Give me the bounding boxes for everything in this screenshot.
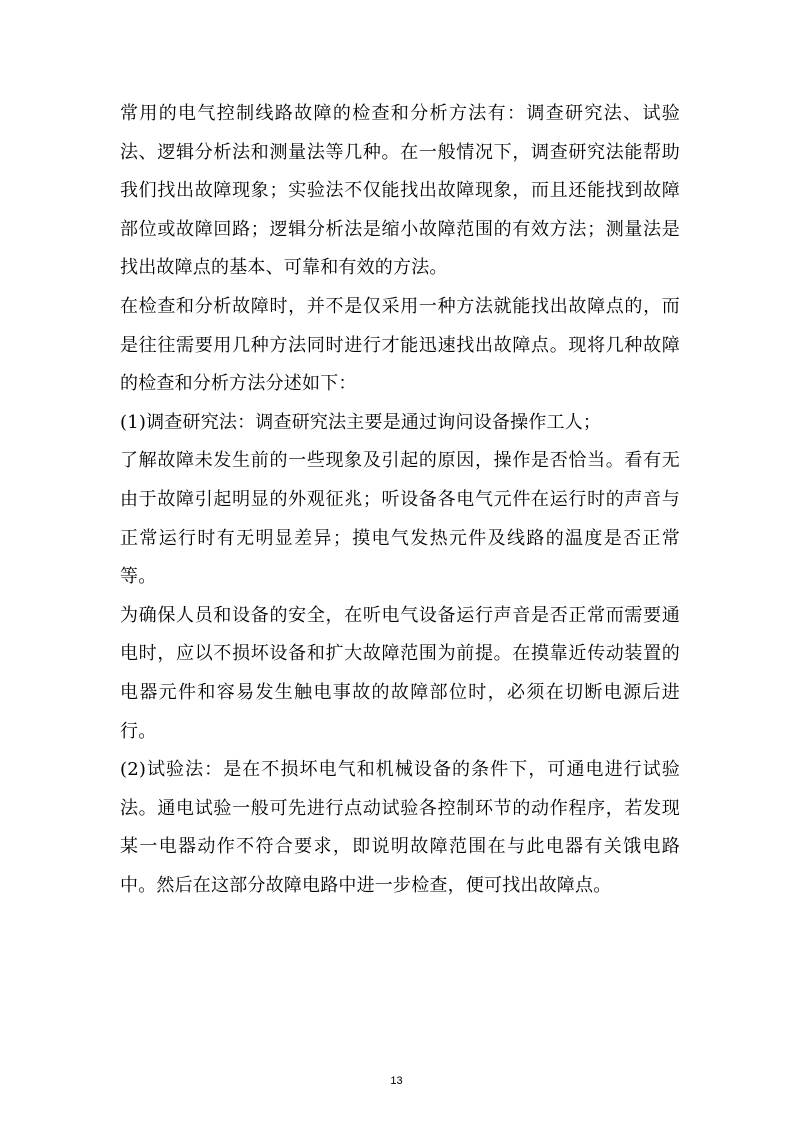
paragraph-investigation-method-heading: (1)调查研究法：调查研究法主要是通过询问设备操作工人； — [120, 411, 602, 433]
paragraph-combined-methods: 在检查和分析故障时，并不是仅采用一种方法就能找出故障点的，而是往往需要用几种方法同时进行才能迅速找出故障点。现将几种故障的检查和分析方法分述如下： — [120, 295, 680, 395]
paragraph-methods-overview: 常用的电气控制线路故障的检查和分析方法有：调查研究法、试验法、逻辑分析法和测量法等几种。在一般情况下，调查研究法能帮助我们找出故障现象；实验法不仅能找出故障现象，而且还能找到故障部位或故障回路；逻辑分析法是缩小故障范围的有效方法；测量法是找出故障点的基本、可靠和有效的方法。 — [120, 103, 680, 279]
page-number: 13 — [390, 1075, 403, 1087]
paragraph-safety-note: 为确保人员和设备的安全，在听电气设备运行声音是否正常而需要通电时，应以不损坏设备和扩大故障范围为前提。在摸靠近传动装置的电器元件和容易发生触电事故的故障部位时，必须在切断电源后进行。 — [120, 604, 680, 742]
paragraph-test-method: (2)试验法：是在不损坏电气和机械设备的条件下，可通电进行试验法。通电试验一般可先进行点动试验各控制环节的动作程序，若发现某一电器动作不符合要求，即说明故障范围在与此电器有关饿电路中。然后在这部分故障电路中进一步检查，便可找出故障点。 — [120, 759, 680, 896]
paragraph-investigation-details: 了解故障未发生前的一些现象及引起的原因，操作是否恰当。看有无由于故障引起明显的外观征兆；听设备各电气元件在运行时的声音与正常运行时有无明显差异；摸电气发热元件及线路的温度是否正常等。 — [120, 450, 680, 588]
document-body — [120, 95, 680, 905]
